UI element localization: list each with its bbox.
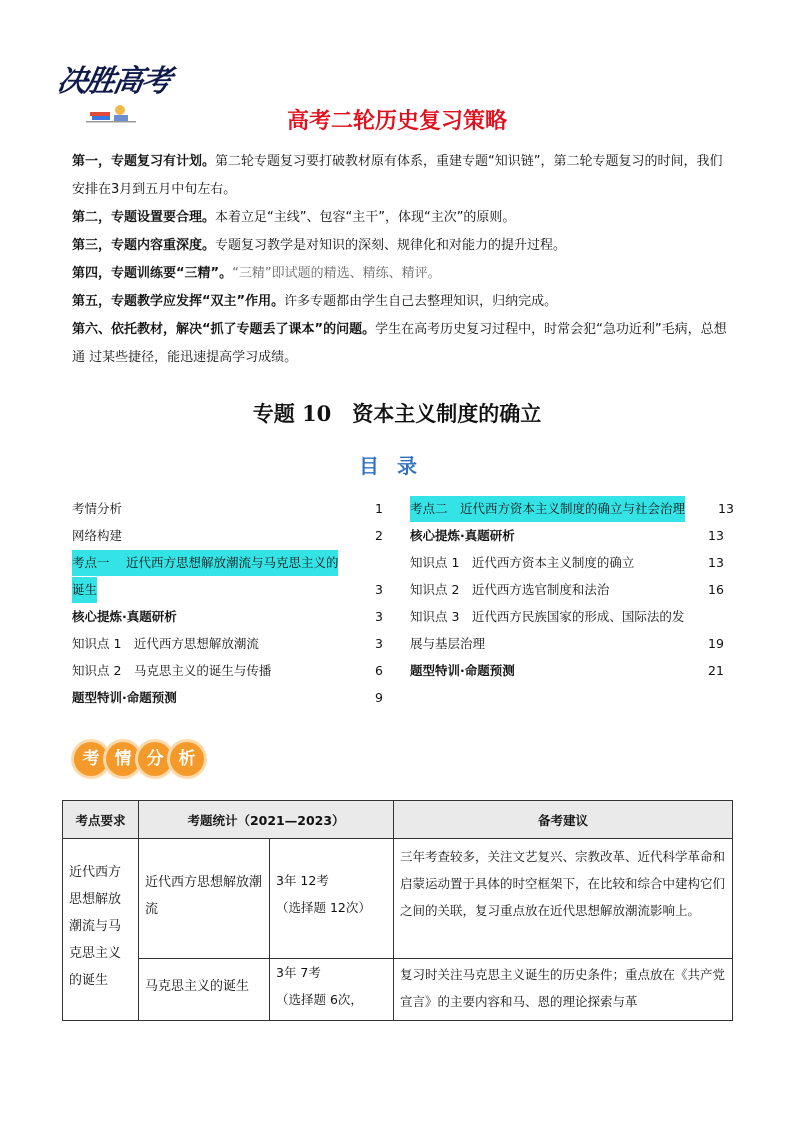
table-header: 备考建议 [394, 801, 733, 839]
toc-page: 3 [375, 609, 383, 624]
toc-page: 19 [708, 636, 724, 651]
toc-label: 知识点 1 近代西方资本主义制度的确立 [410, 555, 635, 570]
toc-item[interactable] [410, 550, 736, 576]
toc-item[interactable] [410, 604, 736, 630]
strategy-4 [72, 260, 732, 288]
toc-label: 考情分析 [72, 501, 123, 516]
stats-line: 3年 12考 [276, 873, 329, 888]
toc-item[interactable] [410, 631, 736, 657]
toc-page: 21 [708, 663, 724, 678]
toc-page: 13 [718, 501, 734, 516]
strategy-2 [72, 204, 732, 232]
toc-label: 考点一 近代西方思想解放潮流与马克思主义的 [72, 550, 338, 576]
table-header-row [63, 801, 733, 839]
badge-char: 考 [74, 742, 108, 776]
toc-item[interactable] [72, 496, 388, 522]
strategy-3 [72, 232, 732, 260]
toc-item[interactable] [72, 550, 388, 576]
toc-label: 考点二 近代西方资本主义制度的确立与社会治理 [410, 496, 685, 522]
toc-label: 核心提炼·真题研析 [410, 528, 515, 543]
stats-line: （选择题 12次） [276, 900, 371, 915]
strategy-4-text: “三精”即试题的精选、精练、精评。 [232, 266, 441, 281]
section-badge [74, 742, 204, 778]
strategy-5-bold: 第五，专题教学应发挥“双主”作用。 [72, 294, 285, 309]
stats-line: （选择题 6次， [276, 992, 363, 1007]
toc-label: 网络构建 [72, 528, 123, 543]
toc-label: 诞生 [72, 577, 97, 603]
toc-page: 13 [708, 555, 724, 570]
badge-char: 分 [138, 742, 172, 776]
strategy-6 [72, 316, 732, 372]
table-cell-requirement: 近代西方思想解放潮流与马克思主义的诞生 [63, 839, 139, 1021]
toc-page: 6 [375, 663, 383, 678]
toc-label: 题型特训·命题预测 [72, 690, 177, 705]
table-header: 考题统计（2021—2023） [139, 801, 394, 839]
table-header: 考点要求 [63, 801, 139, 839]
table-cell-stats [270, 839, 394, 959]
toc-label: 知识点 2 马克思主义的诞生与传播 [72, 663, 272, 678]
strategy-6-text: 学生在高考历史复习过程中，时常会犯“急功近利”毛病，总想通 过某些捷径，能迅速提高学习成绩。 [72, 322, 727, 365]
table-cell-topic: 马克思主义的诞生 [139, 959, 270, 1021]
page-title: 高考二轮历史复习策略 [286, 109, 507, 134]
toc-label: 知识点 1 近代西方思想解放潮流 [72, 636, 259, 651]
toc-item[interactable] [72, 604, 388, 630]
toc-label: 题型特训·命题预测 [410, 663, 515, 678]
toc-item[interactable] [410, 577, 736, 603]
table-row [63, 959, 733, 1021]
toc-title: 目录 [359, 454, 435, 478]
exam-analysis-table [62, 800, 733, 1021]
toc-page: 9 [375, 690, 383, 705]
toc-item[interactable] [72, 658, 388, 684]
strategy-5 [72, 288, 732, 316]
table-cell-topic: 近代西方思想解放潮流 [139, 839, 270, 959]
toc-item[interactable] [410, 523, 736, 549]
table-cell-advice: 复习时关注马克思主义诞生的历史条件；重点放在《共产党宣言》的主要内容和马、恩的理论探索与革 [394, 959, 733, 1021]
toc-label: 展与基层治理 [410, 636, 486, 651]
toc-item[interactable] [72, 631, 388, 657]
badge-char: 析 [170, 742, 204, 776]
strategy-2-bold: 第二，专题设置要合理。 [72, 210, 216, 225]
strategy-5-text: 许多专题都由学生自己去整理知识，归纳完成。 [284, 294, 558, 309]
strategy-1-text: 第二轮专题复习要打破教材原有体系，重建专题“知识链”，第二轮专题复习的时间，我们安排在3月到五月中旬左右。 [72, 154, 723, 197]
toc-page: 16 [708, 582, 724, 597]
toc-page: 3 [375, 582, 383, 597]
strategy-1 [72, 148, 732, 204]
toc-page: 1 [375, 501, 383, 516]
topic-title: 专题 10 资本主义制度的确立 [252, 401, 542, 426]
strategy-2-text: 本着立足“主线”、包容“主干”，体现“主次”的原则。 [215, 210, 516, 225]
toc-page: 3 [375, 636, 383, 651]
strategy-6-bold: 第六、依托教材，解决“抓了专题丢了课本”的问题。 [72, 322, 376, 337]
table-row [63, 839, 733, 959]
table-cell-stats [270, 959, 394, 1021]
toc-item[interactable] [410, 658, 736, 684]
toc-label: 知识点 3 近代西方民族国家的形成、国际法的发 [410, 609, 685, 624]
table-cell-advice: 三年考查较多，关注文艺复兴、宗教改革、近代科学革命和启蒙运动置于具体的时空框架下，在比较和综合中建构它们之间的关联，复习重点放在近代思想解放潮流影响上。 [394, 839, 733, 959]
toc-page: 13 [708, 528, 724, 543]
logo-text: 决胜高考 [54, 64, 173, 99]
strategy-4-bold: 第四，专题训练要“三精”。 [72, 266, 233, 281]
toc-label: 核心提炼·真题研析 [72, 609, 177, 624]
toc-item[interactable] [72, 577, 388, 603]
toc-item[interactable] [72, 685, 388, 711]
toc-item[interactable] [72, 523, 388, 549]
toc-item[interactable] [410, 496, 736, 522]
stats-line: 3年 7考 [276, 965, 321, 980]
strategy-3-text: 专题复习教学是对知识的深刻、规律化和对能力的提升过程。 [215, 238, 567, 253]
toc-label: 知识点 2 近代西方选官制度和法治 [410, 582, 610, 597]
strategy-1-bold: 第一，专题复习有计划。 [72, 154, 216, 169]
strategy-3-bold: 第三，专题内容重深度。 [72, 238, 216, 253]
badge-char: 情 [106, 742, 140, 776]
toc-page: 2 [375, 528, 383, 543]
